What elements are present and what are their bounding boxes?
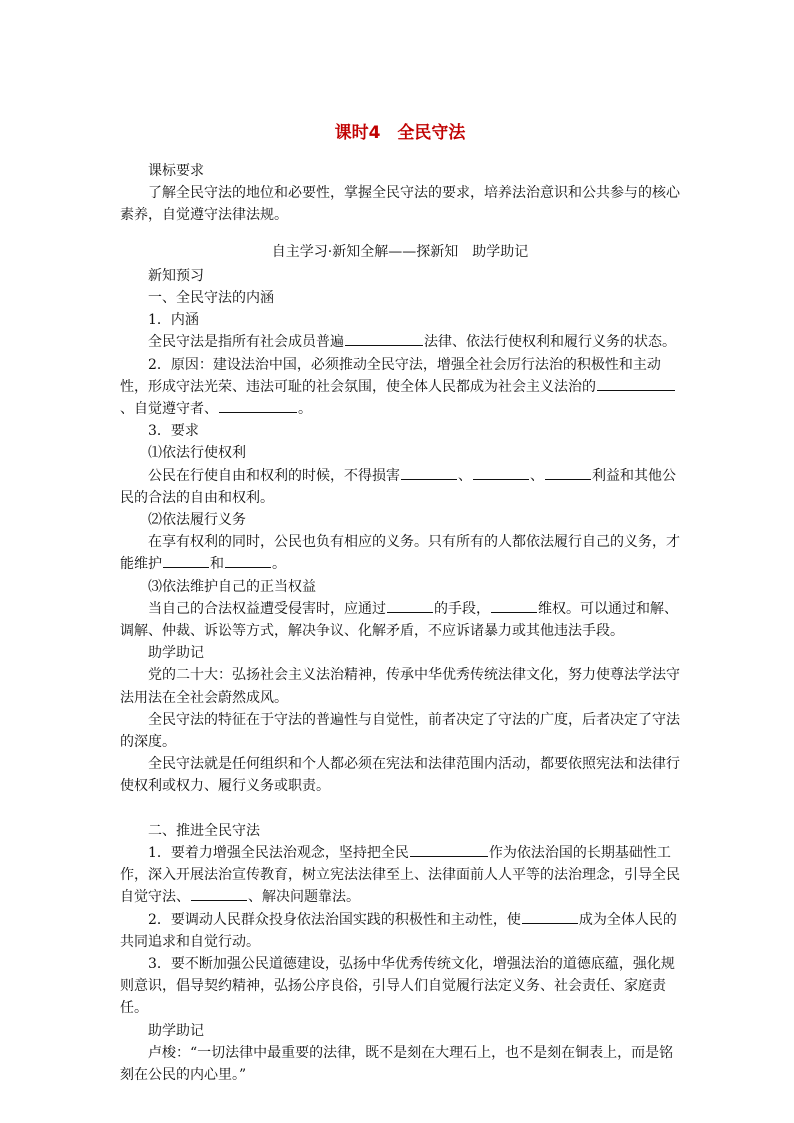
section-header: 自主学习·新知全解——探新知 助学助记 bbox=[271, 243, 529, 260]
aid-text-2: 全民守法的特征在于守法的普遍性与自觉性，前者决定了守法的广度，后者决定了守法的深度。 bbox=[120, 711, 680, 751]
preview-label: 新知预习 bbox=[148, 267, 204, 284]
document-page bbox=[120, 118, 680, 1086]
fill-blank bbox=[597, 376, 675, 391]
fill-blank bbox=[522, 909, 578, 924]
part1-item1-label: 1．内涵 bbox=[148, 312, 199, 329]
part2-item3-text: 3．要不断加强公民道德建设，弘扬中华优秀传统文化，增强法治的道德底蕴，强化规则意识，倡导契约精神，弘扬公序良俗，引导人们自觉履行法定义务、社会责任、家庭责任。 bbox=[120, 955, 675, 1017]
fill-blank bbox=[191, 886, 247, 901]
requirement1-text: 公民在行使自由和权利的时候，不得损害 、 、 利益和其他公民的合法的自由和权利。 bbox=[120, 465, 680, 509]
requirement2-label: ⑵依法履行义务 bbox=[148, 512, 246, 529]
part2-heading: 二、推进全民守法 bbox=[148, 822, 260, 839]
fill-blank bbox=[163, 553, 209, 568]
fill-blank bbox=[345, 331, 423, 346]
requirement2-text: 在享有权利的同时，公民也负有相应的义务。只有所有的人都依法履行自己的义务，才能维护 和 。 bbox=[120, 534, 680, 573]
fill-blank bbox=[491, 598, 537, 613]
fill-blank bbox=[387, 598, 433, 613]
fill-blank bbox=[473, 465, 529, 480]
part2-aid-label: 助学助记 bbox=[148, 1022, 204, 1039]
aid-label: 助学助记 bbox=[148, 645, 204, 662]
part2-quote: 卢梭：“一切法律中最重要的法律，既不是刻在大理石上，也不是刻在铜表上，而是铭刻在公民的内心里。” bbox=[120, 1044, 674, 1083]
part1-item3-label: 3．要求 bbox=[148, 423, 199, 440]
standard-label: 课标要求 bbox=[148, 163, 204, 179]
aid-text-3: 全民守法就是任何组织和个人都必须在宪法和法律范围内活动，都要依照宪法和法律行使权利或权力、履行义务或职责。 bbox=[120, 756, 680, 795]
part2-item1-text: 1．要着力增强全民法治观念，坚持把全民 作为依法治国的长期基础性工作，深入开展法治宣传教育，树立宪法法律至上、法律面前人人平等的法治理念，引导全民自觉守法、 、解决问题靠法。 bbox=[120, 842, 680, 909]
aid-text-1: 党的二十大：弘扬社会主义法治精神，传承中华优秀传统法律文化，努力使尊法学法守法用法在全社会蔚然成风。 bbox=[120, 667, 680, 706]
requirement3-label: ⑶依法维护自己的正当权益 bbox=[148, 578, 316, 595]
fill-blank bbox=[545, 465, 591, 480]
fill-blank bbox=[410, 842, 488, 857]
part2-item2-text: 2．要调动人民群众投身依法治国实践的积极性和主动性，使 成为全体人民的共同追求和自觉行动。 bbox=[120, 909, 680, 953]
standard-text: 了解全民守法的地位和必要性，掌握全民守法的要求，培养法治意识和公共参与的核心素养，自觉遵守法律法规。 bbox=[120, 185, 680, 224]
fill-blank bbox=[219, 398, 297, 413]
part1-heading: 一、全民守法的内涵 bbox=[148, 290, 274, 307]
part1-item2-text: 2．原因：建设法治中国，必须推动全民守法，增强全社会厉行法治的积极性和主动性，形成守法光荣、违法可耻的社会氛围，使全体人民都成为社会主义法治的、自觉遵守者、 。 bbox=[120, 354, 680, 421]
requirement1-label: ⑴依法行使权利 bbox=[148, 445, 246, 462]
part1-item1-text: 全民守法是指所有社会成员普遍 法律、依法行使权利和履行义务的状态。 bbox=[120, 331, 680, 353]
fill-blank bbox=[401, 465, 457, 480]
page-title: 课时4 全民守法 bbox=[334, 123, 466, 143]
fill-blank bbox=[225, 553, 271, 568]
requirement3-text: 当自己的合法权益遭受侵害时，应通过 的手段， 维权。可以通过和解、调解、仲裁、诉讼等方式，解决争议、化解矛盾，不应诉诸暴力或其他违法手段。 bbox=[120, 598, 680, 642]
